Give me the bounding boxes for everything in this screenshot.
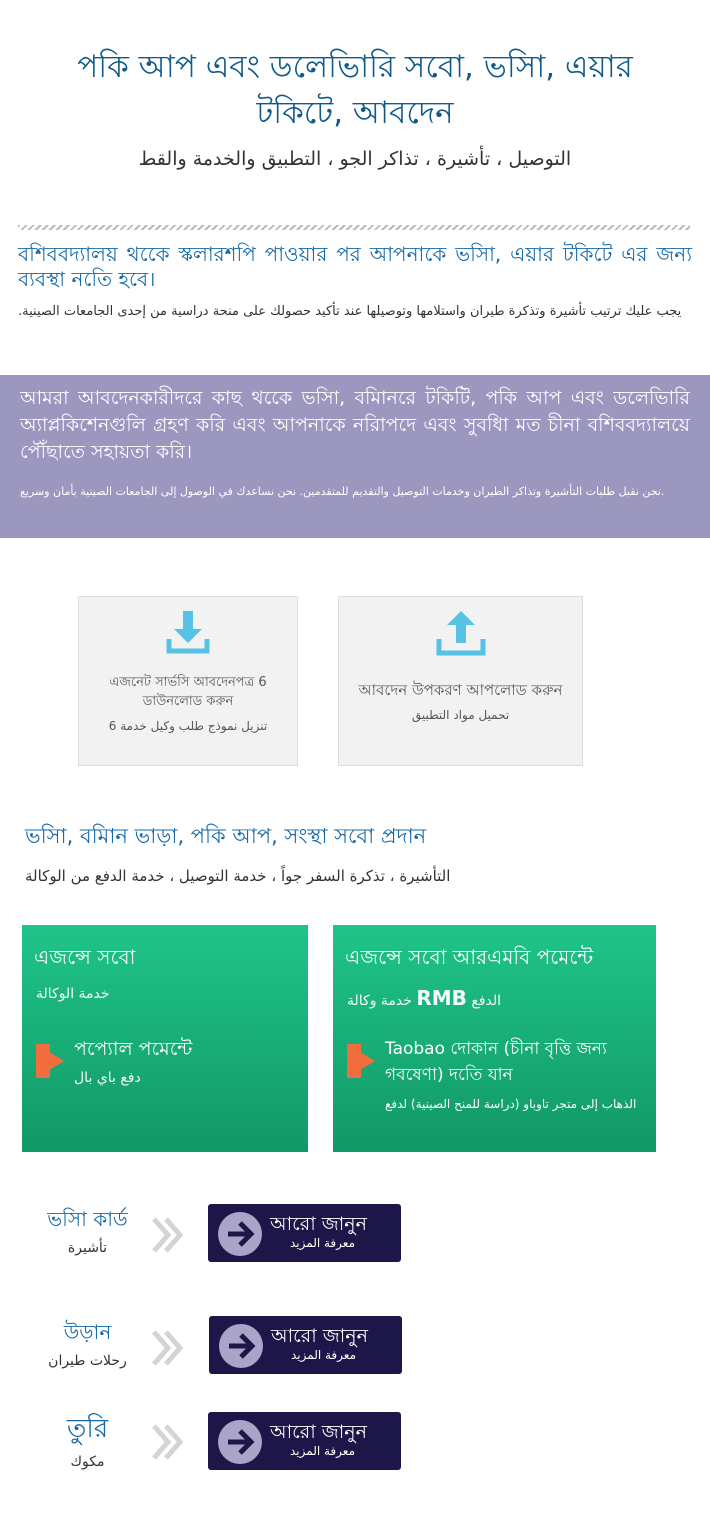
upload-card-title: আবদেন উপকরণ আপলোড করুন xyxy=(358,681,563,699)
flights-row xyxy=(0,1318,710,1378)
rmb-service-title: এজন্সে সবো আরএমবি পমেন্টে xyxy=(345,945,594,969)
agency-service-sub: خدمة الوكالة xyxy=(36,986,110,1002)
upload-materials-card[interactable] xyxy=(338,596,583,766)
chevron-right-icon xyxy=(347,1044,375,1078)
learn-more-button-visa[interactable] xyxy=(208,1204,401,1262)
page-title: পকি আপ এবং ডলেভিারি সবো, ভসিা, এয়ার টকিটে, আবদেন xyxy=(77,49,633,131)
intro-text-bn: বশিববদ্যালয় থকেে স্কলারশপি পাওয়ার পর আপনাকে ভসিা, এয়ার টকিটে এর জন্য ব্যবস্থা নতিে হবে। xyxy=(18,242,692,291)
double-chevron-icon xyxy=(150,1328,186,1368)
intro-section xyxy=(18,242,692,324)
shuttle-label xyxy=(20,1408,155,1470)
learn-more-button-shuttle[interactable] xyxy=(208,1412,401,1470)
learn-more-button-flights[interactable] xyxy=(209,1316,402,1374)
taobao-store-label-ar: الذهاب إلى متجر تاوباو (دراسة للمنح الصينية) لدفع xyxy=(385,1097,637,1111)
visa-card-label xyxy=(20,1205,155,1256)
learn-more-label: আরো জানুন xyxy=(270,1421,367,1443)
paypal-payment-label-ar: دفع باي بال xyxy=(74,1070,141,1086)
double-chevron-icon xyxy=(150,1422,186,1462)
flights-sub: رحلات طيران xyxy=(48,1353,127,1369)
double-chevron-icon xyxy=(150,1215,186,1255)
learn-more-label-ar: معرفة المزيد xyxy=(290,1236,356,1250)
agency-service-title: এজন্সে সবো xyxy=(34,945,136,969)
download-form-card[interactable] xyxy=(78,596,298,766)
services-banner xyxy=(0,375,710,538)
learn-more-label: আরো জানুন xyxy=(271,1325,368,1347)
banner-text-bn: আমরা আবদেনকারীদরে কাছ থকেে ভসিা, বমিানরে টকিটি, পকি আপ এবং ডলেভিারি অ্যাপ্লকিশেনগুলি গ্রহণ করি এবং আপনাকে নরিাপদে এবং সুবধিা মত চীনা বশিববদ্যালয়ে পৌঁছাতে সহায়তা করি। xyxy=(20,387,690,463)
banner-text-ar: نحن نقبل طلبات التأشيرة وتذاكر الطيران وخدمات التوصيل والتقديم للمتقدمين. نحن نساعدك في الوصول إلى الجامعات الصينية بأمان وسريع. xyxy=(20,485,665,498)
intro-text-ar: يجب عليك ترتيب تأشيرة وتذكرة طيران واستلامها وتوصيلها عند تأكيد حصولك على منحة دراسية من إحدى الجامعات الصينية. xyxy=(18,304,682,319)
paypal-payment-label[interactable]: পপ্যোল পমেন্টে xyxy=(74,1038,193,1060)
visa-card-row xyxy=(0,1205,710,1265)
services-heading xyxy=(25,820,685,885)
download-icon xyxy=(166,609,210,655)
flights-title: উড়ান xyxy=(63,1320,112,1344)
rmb-sub-prefix: خدمة وكالة xyxy=(347,993,412,1009)
hatched-divider xyxy=(18,225,690,230)
services-heading-ar: التأشيرة ، تذكرة السفر جواً ، خدمة التوصيل ، خدمة الدفع من الوكالة xyxy=(25,867,451,885)
visa-card-sub: تأشيرة xyxy=(67,1240,108,1256)
agency-service-box[interactable] xyxy=(22,925,308,1152)
chevron-right-icon xyxy=(36,1044,64,1078)
upload-icon xyxy=(435,609,487,657)
learn-more-label-ar: معرفة المزيد xyxy=(290,1444,356,1458)
shuttle-title: তুরি xyxy=(66,1414,109,1444)
rmb-sub-suffix: الدفع xyxy=(471,993,502,1009)
arrow-right-icon xyxy=(218,1420,262,1464)
rmb-service-sub xyxy=(347,986,642,1010)
visa-card-title: ভসিা কার্ড xyxy=(47,1207,128,1231)
page-subtitle: التوصيل ، تأشيرة ، تذاكر الجو ، التطبيق والخدمة والقط xyxy=(138,148,572,170)
rmb-currency: RMB xyxy=(416,986,467,1010)
upload-card-sub: تحميل مواد التطبيق xyxy=(411,708,510,722)
hero xyxy=(0,44,710,170)
shuttle-row xyxy=(0,1412,710,1472)
learn-more-label: আরো জানুন xyxy=(270,1213,367,1235)
rmb-payment-box[interactable] xyxy=(333,925,656,1152)
arrow-right-icon xyxy=(219,1324,263,1368)
arrow-right-icon xyxy=(218,1212,262,1256)
download-card-sub: تنزيل نموذج طلب وكيل خدمة 6 xyxy=(108,719,268,733)
shuttle-sub: مكوك xyxy=(70,1454,105,1470)
taobao-store-link[interactable]: Taobao দোকান (চীনা বৃত্তি জন্য গবষেণা) দতিে যান xyxy=(385,1039,607,1085)
flights-label xyxy=(20,1318,155,1369)
learn-more-label-ar: معرفة المزيد xyxy=(291,1348,357,1362)
services-heading-bn: ভসিা, বমিান ভাড়া, পকি আপ, সংস্থা সবো প্রদান xyxy=(25,824,427,848)
download-card-title: এজনেট সার্ভসি আবদেনপত্র 6 ডাউনলোড করুন xyxy=(109,675,267,709)
